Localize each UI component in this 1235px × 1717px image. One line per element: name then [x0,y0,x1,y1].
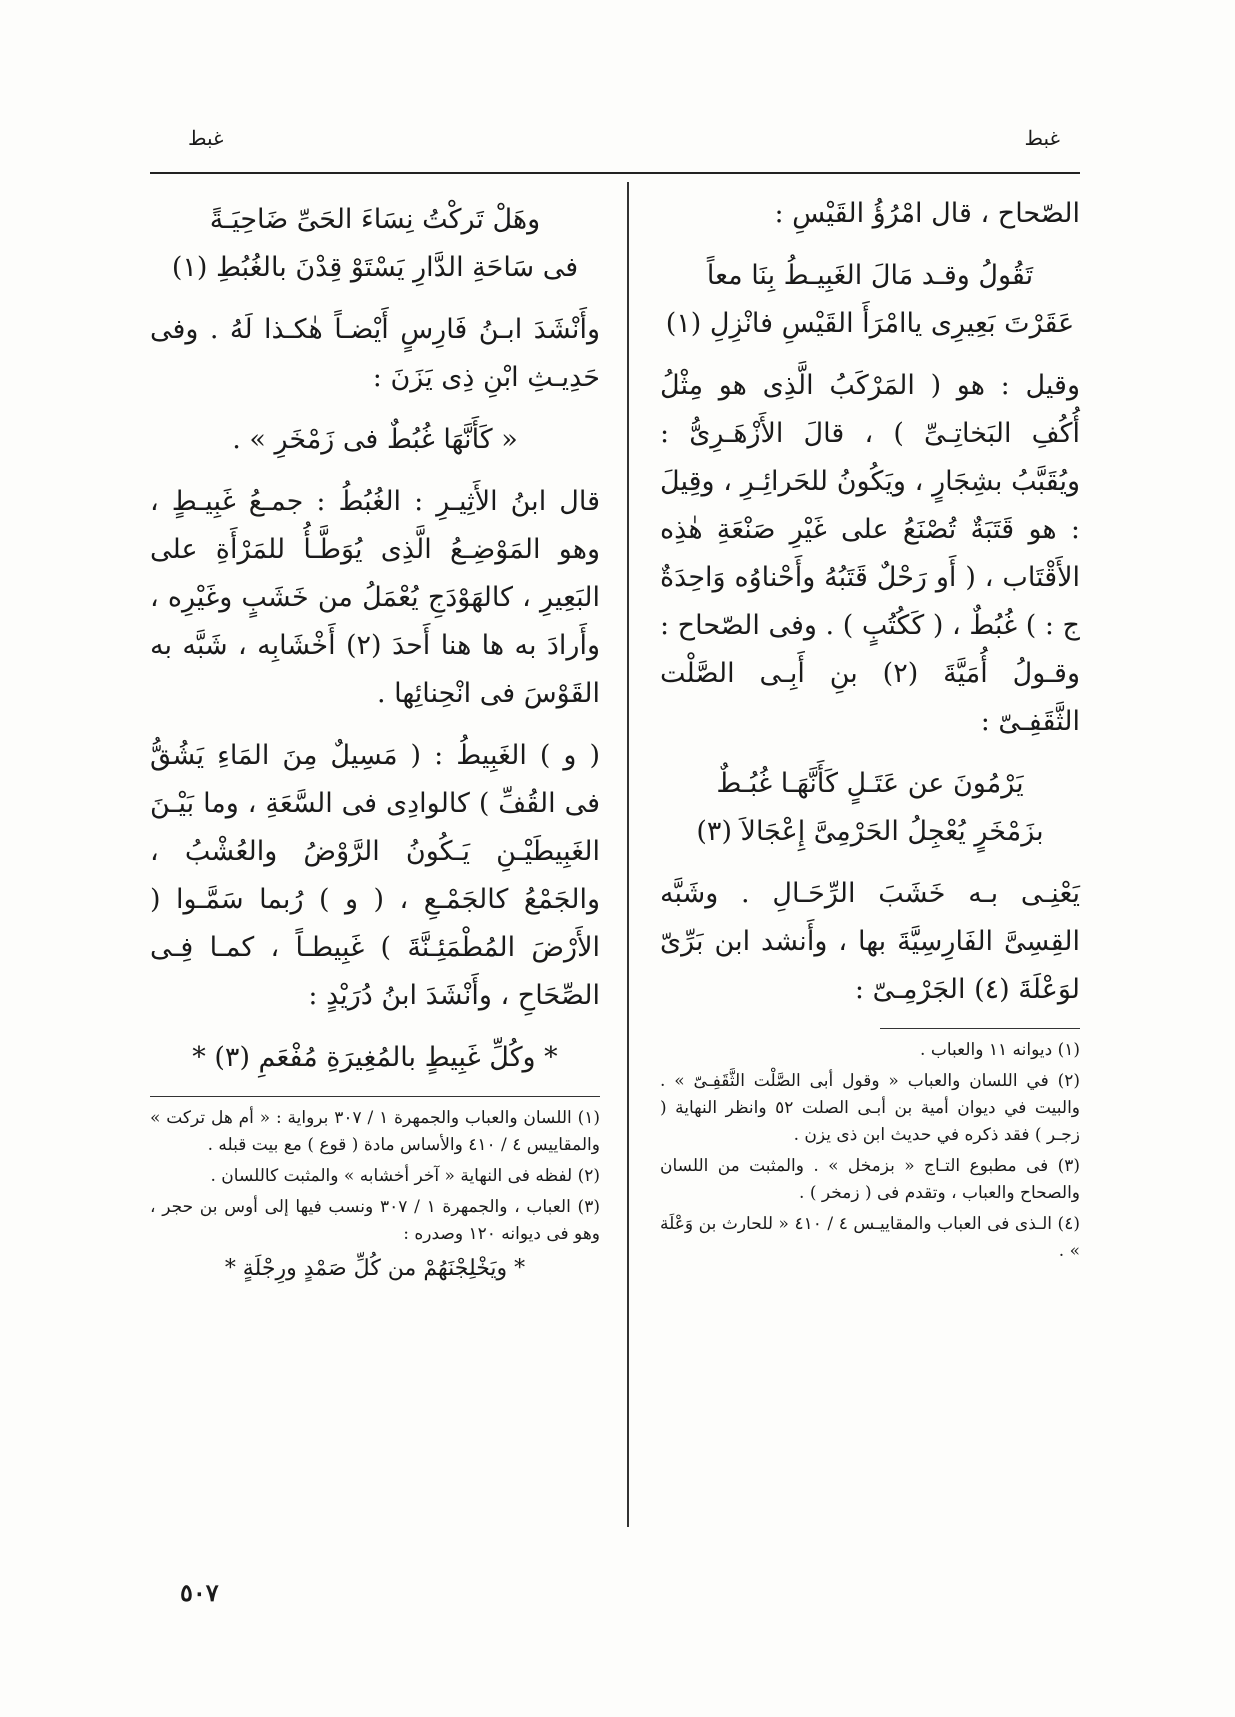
paragraph: وأَنْشَدَ ابـنُ فَارِسٍ أَيْضـاً هٰكـذا لَهُ . وفى حَدِيـثِ ابْنِ ذِى يَزَنَ : [150,314,600,393]
footnote-verse: * ويَخْلِجْنَهُمْ من كُلِّ صَمْدٍ ورِجْلَةٍ * [224,1256,526,1281]
running-head-right: غبط [1024,126,1060,150]
verse-hemistich: فى سَاحَةِ الدَّارِ يَسْتَوْ قِدْنَ بالغُبُطِ (١) [171,252,579,283]
paragraph: قال ابنُ الأَثِيـرِ : الغُبُطُ : جمـعُ غَبِيـطٍ ، وهو المَوْضِـعُ الَّذِى يُوَطَّـأُ للمَرْأَةِ على البَعِيرِ ، كالهَوْدَجِ يُعْمَلُ من خَشَبٍ وغَيْرِه ، وأَرادَ به ها هنا أَحدَ (٢) أَخْشَابِه ، شَبَّه به القَوْسَ فى انْحِنائِها . [150,486,601,709]
footnote-rule [880,1028,1080,1029]
footnote-rule [150,1096,600,1097]
quotation: « كَأَنَّهَا غُبُطٌ فى زَمْخَرِ » . [232,424,518,455]
column-divider [627,182,629,1527]
header-rule [150,172,1080,174]
footnote: (٣) العباب ، والجمهرة ١ / ٣٠٧ ونسب فيها إلى أوس بن حجر ، وهو فى ديوانه ١٢٠ وصدره : [150,1197,600,1244]
verse-hemistich: بزَمْخَرٍ يُعْجِلُ الحَرْمِىَّ إِعْجَالاَ (٣) [696,816,1044,847]
footnote: (٣) فى مطبوع التـاج « بزمخل » . والمثبت من اللسان والصحاح والعباب ، وتقدم فى ( زمخر ) . [660,1156,1080,1203]
verse-hemistich: عَقَرْتَ بَعِيرِى ياامْرَأَ القَيْسِ فانْزِلِ (١) [665,308,1075,339]
verse [660,760,1080,856]
footnote: (٤) الـذى فى العباب والمقاييـس ٤ / ٤١٠ « للحارث بن وَعْلَة » . [660,1214,1080,1261]
footnote: (٢) في اللسان والعباب « وقول أبى الصَّلْت الثَّقَفِـىّ » . والبيت في ديوان أمية بن أبـى الصلت ٥٢ وانظر النهاية ( زجـر ) فقد ذكره في حديث ابن ذى يزن . [660,1071,1080,1145]
paragraph: يَعْنِـى بـه خَشَبَ الرِّحَـالِ . وشَبَّه القِسِىَّ الفَارِسِيَّةَ بها ، وأَنشد ابن بَرِّىّ لوَعْلَةَ (٤) الجَرْمِـىّ : [660,878,1080,1005]
verse-hemistich: تَقُولُ وقـد مَالَ الغَبِيـطُ بِنَا معاً [706,260,1034,291]
running-head-left: غبط [188,126,224,150]
left-column [150,190,600,1286]
paragraph: ( و ) الغَبِيطُ : ( مَسِيلٌ مِنَ المَاءِ يَشُقُّ فى القُفِّ ) كالوادِى فى السَّعَةِ ، وما بَيْـنَ الغَبِيطَيْـنِ يَـكُونُ الرَّوْضُ والعُشْبُ ، والجَمْعُ كالجَمْـعِ ، ( و ) رُبما سَمَّـوا ( الأَرْضَ المُطْمَئِـنَّةَ ) غَبِيطـاً ، كمـا فِـى الصِّحَاحِ ، وأَنْشَدَ ابنُ دُرَيْدٍ : [150,740,600,1011]
verse: * وكُلِّ غَبِيطٍ بالمُغِيرَةِ مُفْعَمِ (٣) * [192,1042,558,1073]
footnote: (١) اللسان والعباب والجمهرة ١ / ٣٠٧ برواية : « أم هل تركت » والمقاييس ٤ / ٤١٠ والأساس مادة ( قوع ) مع بيت قبله . [150,1108,600,1155]
paragraph: الصّحاح ، قال امْرُؤُ القَيْسِ : [774,198,1080,229]
footnote: (٢) لفظه فى النهاية « آخر أخشابه » والمثبت كاللسان . [210,1166,600,1186]
verse-hemistich: يَرْمُونَ عن عَتَـلٍ كَأَنَّهَـا غُبُـطٌ [716,768,1024,799]
page-number: ٥٠٧ [180,1578,219,1607]
verse-hemistich: وهَلْ تَركْتُ نِسَاءَ الحَىِّ ضَاحِيَـةً [209,204,541,235]
paragraph: وقيل : هو ( المَرْكَبُ الَّذِى هو مِثْلُ أُكُفِ البَخاتِـىِّ ) ، قالَ الأَزْهَـرِىُّ : ويُقَبَّبُ بشِجَارٍ ، ويَكُونُ للحَرائِـرِ ، وقِيلَ : هو قَتَبَةٌ تُصْنَعُ على غَيْرِ صَنْعَةِ هٰذِه الأَقْتَاب ، ( أَو رَحْلٌ قَتَبُهُ وأَحْناوُه وَاحِدَةٌ ج : ) غُبُطٌ ، ( كَكُتُبٍ ) . وفى الصّحاح : وقـولُ أُمَيَّةَ (٢) بنِ أَبِـى الصَّلْت الثَّقَفِـىّ : [660,370,1080,737]
footnote: (١) ديوانه ١١ والعباب . [920,1040,1080,1060]
verse [150,196,600,292]
verse [660,252,1080,348]
right-column [660,190,1080,1269]
